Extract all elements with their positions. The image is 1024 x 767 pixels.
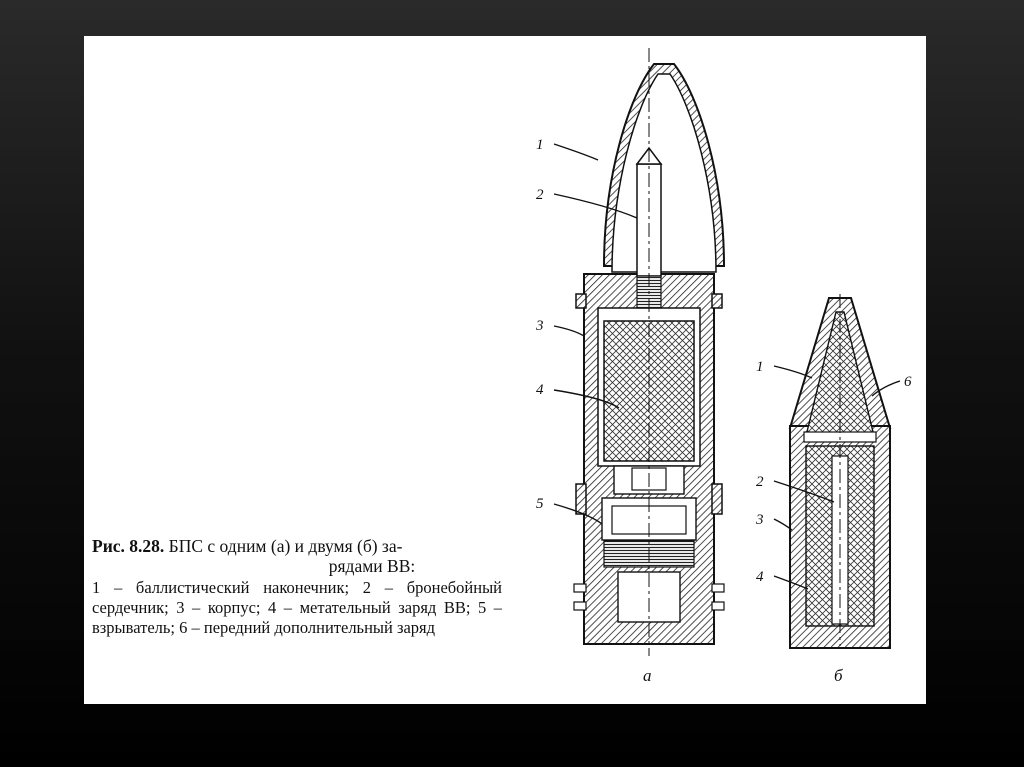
slide	[84, 36, 926, 704]
caption-title-line1	[92, 536, 502, 556]
caption-title-part1: БПС с одним (а) и двумя (б) за-	[168, 536, 403, 556]
label-b-6: 6	[904, 374, 912, 390]
label-a-2: 2	[536, 187, 544, 203]
sublabel-b: б	[834, 666, 843, 685]
label-b-1: 1	[756, 359, 764, 375]
label-b-2: 2	[756, 474, 764, 490]
label-a-3: 3	[536, 318, 544, 334]
label-b-4: 4	[756, 569, 764, 585]
label-a-5: 5	[536, 496, 544, 512]
projectile-a	[535, 48, 724, 685]
sublabel-a: а	[643, 666, 652, 685]
label-b-3: 3	[756, 512, 764, 528]
figure-caption	[92, 536, 502, 638]
caption-number: Рис. 8.28.	[92, 536, 165, 556]
projectile-b	[755, 294, 912, 685]
caption-legend: 1 – баллистический наконечник; 2 – бронебойный сердечник; 3 – корпус; 4 – метательный заряд ВВ; 5 – взрыватель; 6 – передний дополнительный заряд	[92, 578, 502, 637]
label-a-4: 4	[536, 382, 544, 398]
label-a-1: 1	[536, 137, 544, 153]
caption-title-part2: рядами ВВ:	[328, 556, 416, 576]
